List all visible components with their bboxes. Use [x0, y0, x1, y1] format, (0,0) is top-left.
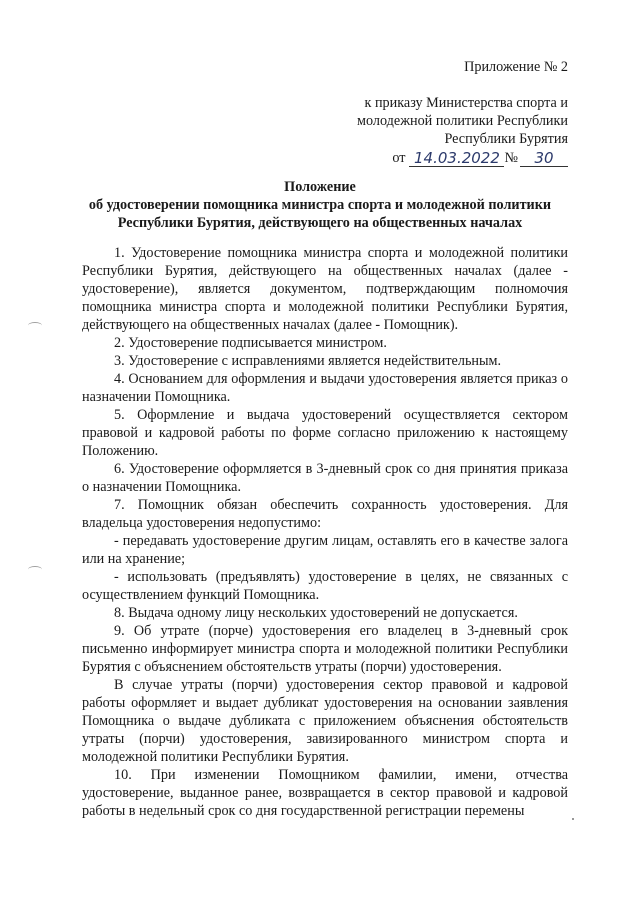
order-reference — [357, 94, 568, 167]
appendix-label — [464, 58, 568, 76]
title-line-3: Республики Бурятия, действующего на общественных началах — [117, 215, 523, 231]
paragraph-3: 3. Удостоверение с исправлениями является недействительным. — [114, 353, 502, 369]
scan-margin-mark — [28, 566, 42, 573]
order-ref-line-3: Республики Бурятия — [444, 131, 568, 147]
paragraph-7-item-2: - использовать (предъявлять) удостоверение в целях, не связанных с осуществлением функций Помощника. — [82, 569, 568, 603]
scan-speck — [572, 818, 574, 820]
paragraph-9: 9. Об утрате (порче) удостоверения его владелец в 3-дневный срок письменно информирует министра спорта и молодежной политики Республики Бурятия с объяснением обстоятельств утраты (порчи) удостоверения. — [82, 623, 568, 675]
title-line-2: об удостоверении помощника министра спорта и молодежной политики — [88, 197, 552, 213]
paragraph-5: 5. Оформление и выдача удостоверений осуществляется сектором правовой и кадровой работы по форме согласно приложению к настоящему Положению. — [82, 407, 568, 459]
paragraph-10: 10. При изменении Помощником фамилии, имени, отчества удостоверение, выданное ранее, возвращается в сектор правовой и кадровой работы в недельный срок со дня государственной регистрации перемены — [82, 767, 568, 819]
title-line-1: Положение — [284, 179, 356, 195]
paragraph-6: 6. Удостоверение оформляется в 3-дневный срок со дня принятия приказа о назначении Помощника. — [82, 461, 568, 495]
handwritten-date: 14.03.2022 — [409, 150, 504, 167]
paragraph-4: 4. Основанием для оформления и выдачи удостоверения является приказ о назначении Помощника. — [82, 371, 568, 405]
number-prefix: № — [504, 150, 518, 166]
order-ref-line-2: молодежной политики Республики — [357, 113, 568, 129]
date-prefix: от — [392, 150, 406, 166]
handwritten-number: 30 — [520, 150, 568, 167]
order-ref-line-1: к приказу Министерства спорта и — [364, 95, 568, 111]
order-date-number-line — [357, 149, 568, 167]
paragraph-8: 8. Выдача одному лицу нескольких удостоверений не допускается. — [114, 605, 518, 621]
paragraph-7: 7. Помощник обязан обеспечить сохранность удостоверения. Для владельца удостоверения недопустимо: — [82, 497, 568, 531]
document-body — [82, 244, 568, 820]
paragraph-2: 2. Удостоверение подписывается министром. — [114, 335, 387, 351]
paragraph-7-item-1: - передавать удостоверение другим лицам, оставлять его в качестве залога или на хранение; — [82, 533, 568, 567]
paragraph-9-continued: В случае утраты (порчи) удостоверения сектор правовой и кадровой работы оформляет и выдает дубликат удостоверения на основании заявления Помощника о выдаче дубликата с приложением объяснения обстоятельств утраты (порчи) удостоверения, завизированного министром спорта и молодежной политики Республики Бурятия. — [82, 677, 568, 765]
scan-margin-mark — [28, 322, 42, 329]
paragraph-1: 1. Удостоверение помощника министра спорта и молодежной политики Республики Бурятия, действующего на общественных началах (далее - удостоверение), является документом, подтверждающим полномочия помощника министра спорта и молодежной политики Республики Бурятия, действующего на общественных началах (далее - Помощник). — [82, 245, 568, 333]
appendix-text: Приложение № 2 — [464, 59, 568, 75]
document-title — [60, 178, 580, 232]
